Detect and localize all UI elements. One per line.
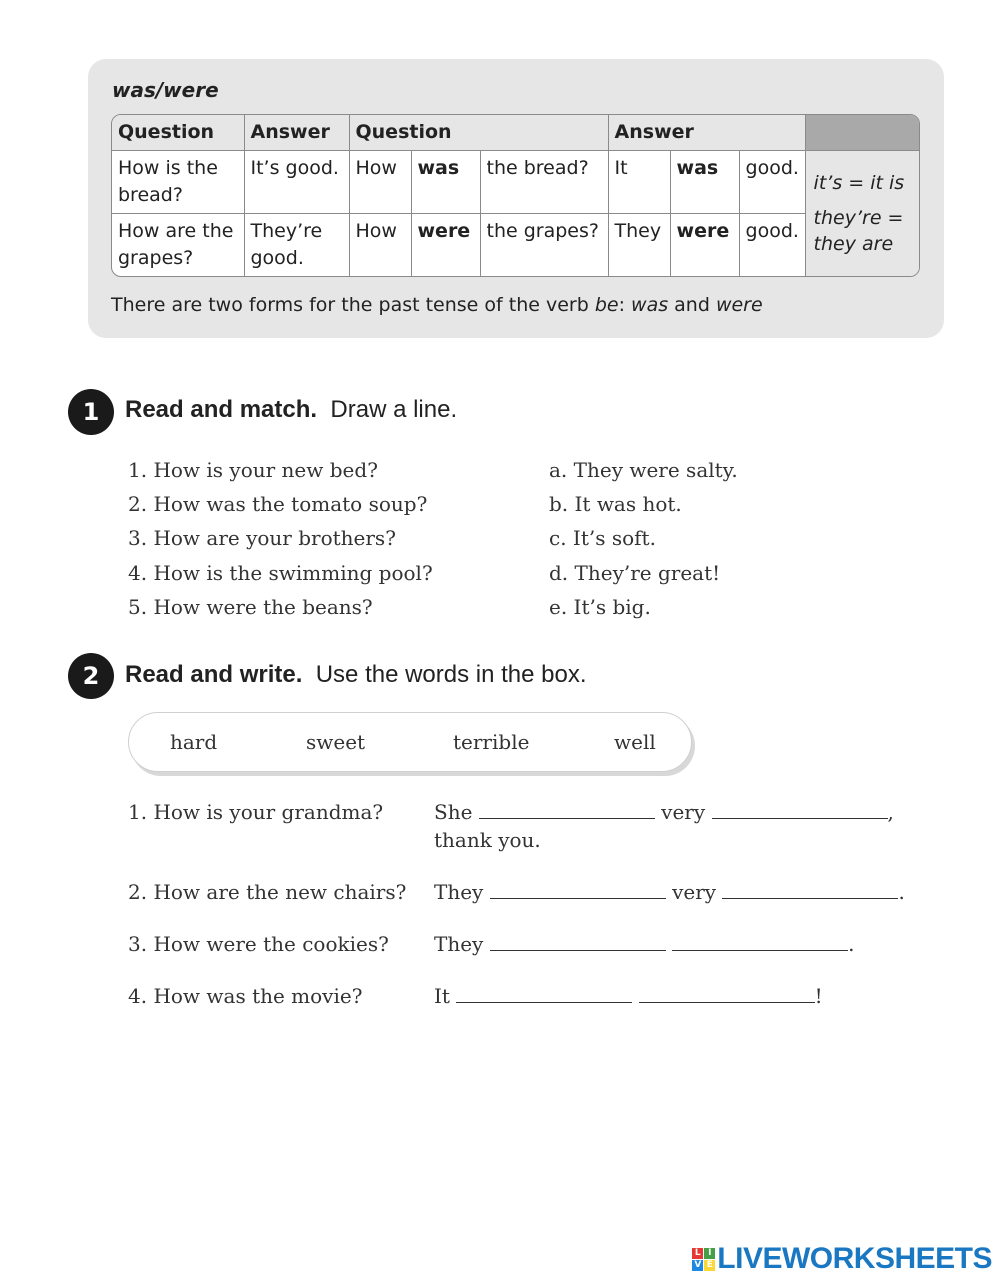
ex2-end: , (887, 800, 894, 824)
ex2-answer-line (434, 984, 823, 1008)
grammar-footnote (111, 294, 763, 316)
grammar-title: was/were (112, 78, 219, 102)
exercise-1-title: Read and match. (125, 396, 318, 423)
ex2-answer-line (434, 932, 854, 956)
footnote-colon: : (618, 294, 632, 316)
ex2-start: It (434, 984, 450, 1008)
table-cell: the bread? (480, 151, 608, 214)
footnote-be: be (594, 294, 619, 316)
table-cell: the grapes? (480, 214, 608, 277)
exercise-2-number: 2 (68, 653, 114, 699)
table-cell: good. (739, 214, 805, 277)
word-box-item: terrible (453, 730, 530, 754)
ex2-start: They (434, 932, 484, 956)
ex2-mid: very (661, 800, 706, 824)
header-answer-past: Answer (608, 115, 805, 151)
ex2-question: 1. How is your grandma? (128, 800, 384, 824)
table-cell: was (670, 151, 739, 214)
table-cell: How (349, 151, 411, 214)
exercise-2-title: Read and write. (125, 661, 303, 688)
ex2-question: 2. How are the new chairs? (128, 880, 407, 904)
ex1-answer[interactable]: a. They were salty. (549, 458, 738, 482)
answer-blank[interactable] (479, 800, 655, 819)
table-row (112, 151, 919, 214)
ex1-answer[interactable]: b. It was hot. (549, 492, 682, 516)
exercise-1-heading (125, 396, 457, 424)
exercise-2-instruction: Use the words in the box. (315, 661, 587, 688)
header-blank (805, 115, 919, 151)
ex2-answer-line (434, 880, 905, 904)
ex2-end: . (898, 880, 905, 904)
logo-letter: L (692, 1248, 703, 1259)
ex1-answer[interactable]: e. It’s big. (549, 595, 651, 619)
header-question-past: Question (349, 115, 608, 151)
exercise-1-number: 1 (68, 389, 114, 435)
table-cell: good. (739, 151, 805, 214)
table-header-row (112, 115, 919, 151)
ex2-end: ! (814, 984, 823, 1008)
exercise-2-heading (125, 661, 587, 689)
table-cell: How is the bread? (112, 151, 244, 214)
answer-blank[interactable] (712, 800, 888, 819)
ex2-answer-line (434, 800, 894, 824)
word-box-item: hard (170, 730, 218, 754)
ex1-question[interactable]: 5. How were the beans? (128, 595, 373, 619)
footnote-and: and (668, 294, 716, 316)
logo-letter: E (704, 1260, 715, 1271)
table-cell: It’s good. (244, 151, 349, 214)
answer-blank[interactable] (672, 932, 848, 951)
liveworksheets-logo[interactable] (692, 1242, 992, 1276)
ex2-question: 3. How were the cookies? (128, 932, 389, 956)
footnote-was: was (631, 294, 669, 316)
ex2-start: She (434, 800, 473, 824)
word-box-item: well (614, 730, 656, 754)
table-cell: were (670, 214, 739, 277)
ex1-question[interactable]: 1. How is your new bed? (128, 458, 378, 482)
table-cell: They’re good. (244, 214, 349, 277)
table-row (112, 214, 919, 277)
header-question: Question (112, 115, 244, 151)
footnote-were: were (715, 294, 763, 316)
header-answer: Answer (244, 115, 349, 151)
table-cell: They (608, 214, 670, 277)
ex2-end: . (848, 932, 855, 956)
ex2-start: They (434, 880, 484, 904)
grammar-table (111, 114, 920, 277)
ex2-mid: very (672, 880, 717, 904)
answer-blank[interactable] (490, 932, 666, 951)
ex1-answer[interactable]: d. They’re great! (549, 561, 721, 585)
table-cell: It (608, 151, 670, 214)
footnote-text: There are two forms for the past tense of the verb (111, 294, 595, 316)
answer-blank[interactable] (722, 880, 898, 899)
word-box-item: sweet (306, 730, 366, 754)
answer-blank[interactable] (639, 984, 815, 1003)
table-cell: How (349, 214, 411, 277)
note-its: it’s = it is (813, 171, 905, 194)
logo-grid-icon (692, 1248, 715, 1271)
table-cell: was (411, 151, 480, 214)
ex2-question: 4. How was the movie? (128, 984, 363, 1008)
table-cell: were (411, 214, 480, 277)
note-theyre: they’re = they are (813, 206, 904, 255)
ex1-question[interactable]: 3. How are your brothers? (128, 526, 396, 550)
logo-letter: V (692, 1260, 703, 1271)
table-cell: How are the grapes? (112, 214, 244, 277)
exercise-1-instruction: Draw a line. (330, 396, 458, 423)
ex2-continuation: thank you. (434, 828, 541, 852)
logo-letter: I (704, 1248, 715, 1259)
ex1-question[interactable]: 2. How was the tomato soup? (128, 492, 428, 516)
logo-text: LIVEWORKSHEETS (717, 1242, 992, 1275)
ex1-question[interactable]: 4. How is the swimming pool? (128, 561, 433, 585)
ex1-answer[interactable]: c. It’s soft. (549, 526, 656, 550)
answer-blank[interactable] (490, 880, 666, 899)
answer-blank[interactable] (456, 984, 632, 1003)
contraction-note (805, 151, 919, 277)
